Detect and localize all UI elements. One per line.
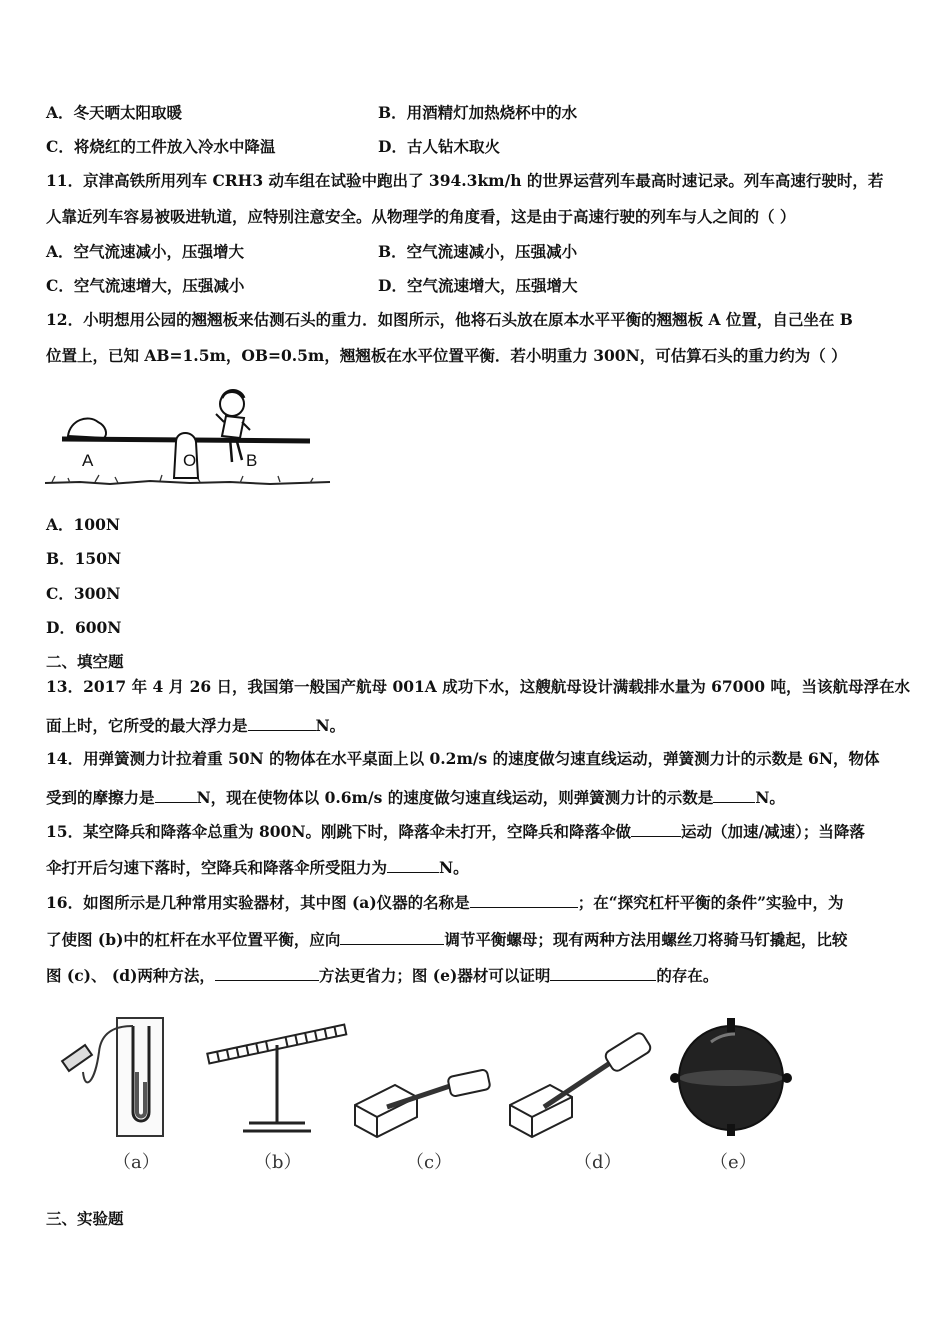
q14-blank-1[interactable] [155,786,197,803]
q15-blank-1[interactable] [631,820,681,837]
q15-text-c: 伞打开后匀速下落时，空降兵和降落伞所受阻力为 [46,858,388,877]
q11-option-c: C．空气流速增大，压强减小 [46,276,245,295]
q14-stem-line1: 14．用弹簧测力计拉着重 50N 的物体在水平桌面上以 0.2m/s 的速度做匀速直线运动，弹簧测力计的示数是 6N，物体 [46,749,880,768]
q14-stem-line2 [46,786,785,808]
q11-stem-line2: 人靠近列车容易被吸进轨道，应特别注意安全。从物理学的角度看，这是由于高速行驶的列车与人之间的（ ） [46,207,796,226]
q10-option-a: A．冬天晒太阳取暖 [46,103,183,122]
label-o: O [183,451,197,470]
q16-blank-1[interactable] [470,891,578,908]
q10-option-d: D．古人钻木取火 [378,137,500,156]
q16-blank-4[interactable] [550,964,656,981]
q16-text-f: 方法更省力；图 (e)器材可以证明 [318,966,551,985]
q11-option-d: D．空气流速增大，压强增大 [378,276,578,295]
q16-text-b: ；在“探究杠杆平衡的条件”实验中，为 [577,893,844,912]
q11-option-b: B．空气流速减小，压强减小 [378,242,578,261]
caption-c: （c） [406,1152,453,1173]
q11-option-a: A．空气流速减小，压强增大 [46,242,245,261]
q13-stem-line2 [46,714,345,736]
figure-a-manometer [55,1012,185,1142]
q15-text-a: 15．某空降兵和降落伞总重为 800N。刚跳下时，降落伞未打开，空降兵和降落伞做 [46,822,631,841]
q15-blank-2[interactable] [387,856,439,873]
q15-stem-line2 [46,856,469,878]
q10-option-b: B．用酒精灯加热烧杯中的水 [378,103,578,122]
q15-stem-line1 [46,820,865,842]
label-a: A [82,451,94,470]
q16-text-g: 的存在。 [656,966,719,985]
caption-e: （e） [710,1152,757,1173]
figure-d-screwdriver [500,1025,665,1140]
figure-b-lever [205,1015,355,1140]
q12-option-b: B．150N [46,549,122,568]
q12-option-a: A．100N [46,515,121,534]
q13-unit: N。 [315,716,346,735]
seesaw-figure [40,378,335,493]
q14-text-c: N。 [755,788,785,807]
q15-text-d: N。 [439,858,469,877]
q16-stem-line2 [46,928,847,950]
q16-stem-line1 [46,891,844,913]
caption-d: （d） [574,1152,622,1173]
q12-stem-line2: 位置上，已知 AB=1.5m，OB=0.5m，翘翘板在水平位置平衡．若小明重力 300N，可估算石头的重力约为（ ） [46,346,847,365]
q12-stem-line1: 12．小明想用公园的翘翘板来估测石头的重力．如图所示，他将石头放在原本水平平衡的翘翘板 A 位置，自己坐在 B [46,310,853,329]
q16-blank-2[interactable] [340,928,444,945]
q11-stem-line1: 11．京津高铁所用列车 CRH3 动车组在试验中跑出了 394.3km/h 的世界运营列车最高时速记录。列车高速行驶时，若 [46,171,884,190]
caption-a: （a） [113,1152,160,1173]
section-fill-in-heading: 二、填空题 [46,652,124,671]
figure-c-screwdriver [345,1055,495,1140]
label-b: B [246,451,258,470]
q16-text-e: 图 (c)、 (d)两种方法， [46,966,215,985]
q13-answer-blank[interactable] [248,714,316,731]
q12-option-c: C．300N [46,584,121,603]
q14-text-b: N，现在使物体以 0.6m/s 的速度做匀速直线运动，则弹簧测力计的示数是 [196,788,714,807]
q13-stem-line1: 13．2017 年 4 月 26 日，我国第一般国产航母 001A 成功下水，这艘航母设计满载排水量为 67000 吨，当该航母浮在水 [46,677,910,696]
q16-text-c: 了使图 (b)中的杠杆在水平位置平衡，应向 [46,930,341,949]
rock-shape [68,418,106,438]
q10-option-c: C．将烧红的工件放入冷水中降温 [46,137,276,156]
q16-blank-3[interactable] [215,964,319,981]
q12-option-d: D．600N [46,618,122,637]
section-experiment-heading: 三、实验题 [46,1209,124,1228]
q13-text: 面上时，它所受的最大浮力是 [46,716,248,735]
q16-text-a: 16．如图所示是几种常用实验器材，其中图 (a)仪器的名称是 [46,893,470,912]
q14-text-a: 受到的摩擦力是 [46,788,155,807]
figure-e-hemispheres [665,1012,800,1142]
q16-text-d: 调节平衡螺母；现有两种方法用螺丝刀将骑马钉撬起，比较 [444,930,848,949]
q14-blank-2[interactable] [713,786,755,803]
q15-text-b: 运动（加速/减速）；当降落 [681,822,865,841]
caption-b: （b） [254,1152,302,1173]
q16-stem-line3 [46,964,718,986]
